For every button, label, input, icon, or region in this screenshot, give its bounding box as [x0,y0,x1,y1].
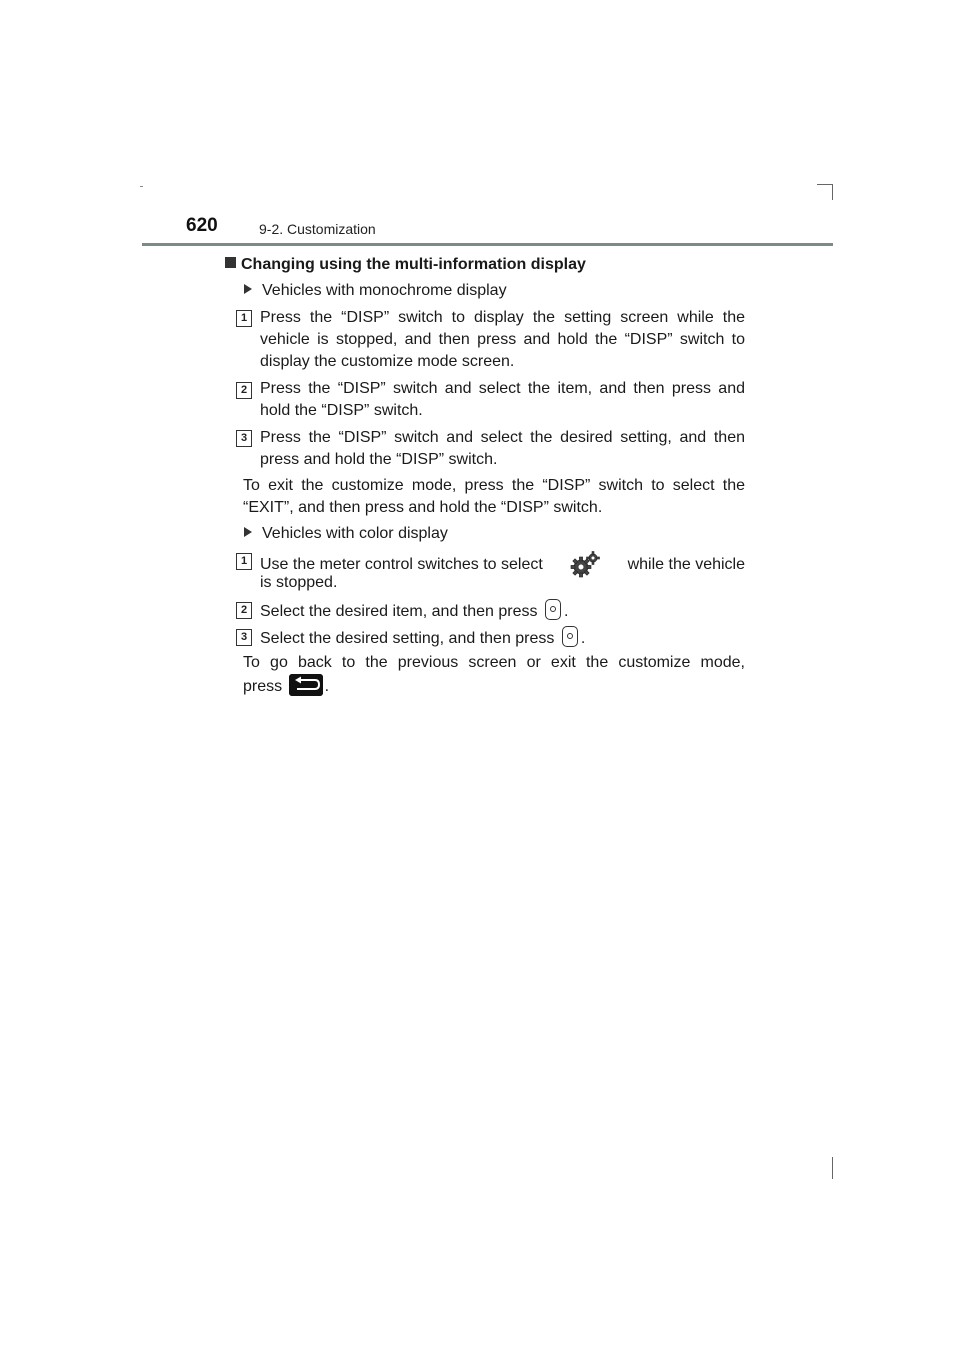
section-title: 9-2. Customization [259,221,376,237]
step-number-icon: 3 [236,629,252,646]
crop-mark-bottom-right [832,1157,833,1179]
back-button-icon [289,674,323,696]
step-number-icon: 3 [236,430,252,447]
triangle-arrow-icon [244,284,252,294]
mono-step3-line2: press and hold the “DISP” switch. [260,451,498,468]
color-back-line1: To go back to the previous screen or exit the customize mode, [243,654,745,671]
color-step1-text-a: Use the meter control switches to select [260,556,543,573]
mono-step1-line2: vehicle is stopped, and then press and hold the “DISP” switch to [260,331,745,348]
crop-mark-top-right-vertical [832,184,833,200]
mono-exit-line2: “EXIT”, and then press and hold the “DISP” switch. [243,499,603,516]
color-step2-line [260,599,568,623]
color-back-line2 [243,674,329,698]
heading-text: Changing using the multi-information display [241,256,586,273]
step-number-icon: 2 [236,602,252,619]
mono-step2-line2: hold the “DISP” switch. [260,402,423,419]
step-number-icon: 1 [236,310,252,327]
mono-label-text: Vehicles with monochrome display [262,282,507,299]
mono-step2-line1: Press the “DISP” switch and select the item, and then press and [260,380,745,397]
color-label-text: Vehicles with color display [262,525,448,542]
color-display-label [244,523,448,545]
header-rule [142,243,833,246]
settings-gear-icon [568,550,602,580]
mono-step1-line1: Press the “DISP” switch to display the setting screen while the [260,309,745,326]
color-back-text-a: press [243,678,283,695]
page-number: 620 [186,215,218,236]
step-number-icon: 1 [236,553,252,570]
enter-button-icon [562,626,578,647]
color-back-text-b: . [324,678,330,695]
color-step2-text: Select the desired item, and then press [260,603,538,620]
mono-step1-line3: display the customize mode screen. [260,353,515,370]
mono-step3-line1: Press the “DISP” switch and select the desired setting, and then [260,429,745,446]
mono-exit-line1: To exit the customize mode, press the “DISP” switch to select the [243,477,745,494]
color-step3-line [260,626,585,650]
crop-mark-top-right [817,184,833,185]
color-step2-end: . [563,603,569,620]
color-step3-text: Select the desired setting, and then press [260,630,555,647]
color-step3-end: . [580,630,586,647]
section-heading [225,254,586,276]
color-step1-line2: is stopped. [260,574,338,591]
step-number-icon: 2 [236,382,252,399]
triangle-arrow-icon [244,527,252,537]
square-bullet-icon [225,257,236,268]
crop-mark-top-left [140,186,143,187]
mono-display-label [244,280,507,302]
enter-button-icon [545,599,561,620]
color-step1-text-b: while the vehicle [627,556,745,573]
